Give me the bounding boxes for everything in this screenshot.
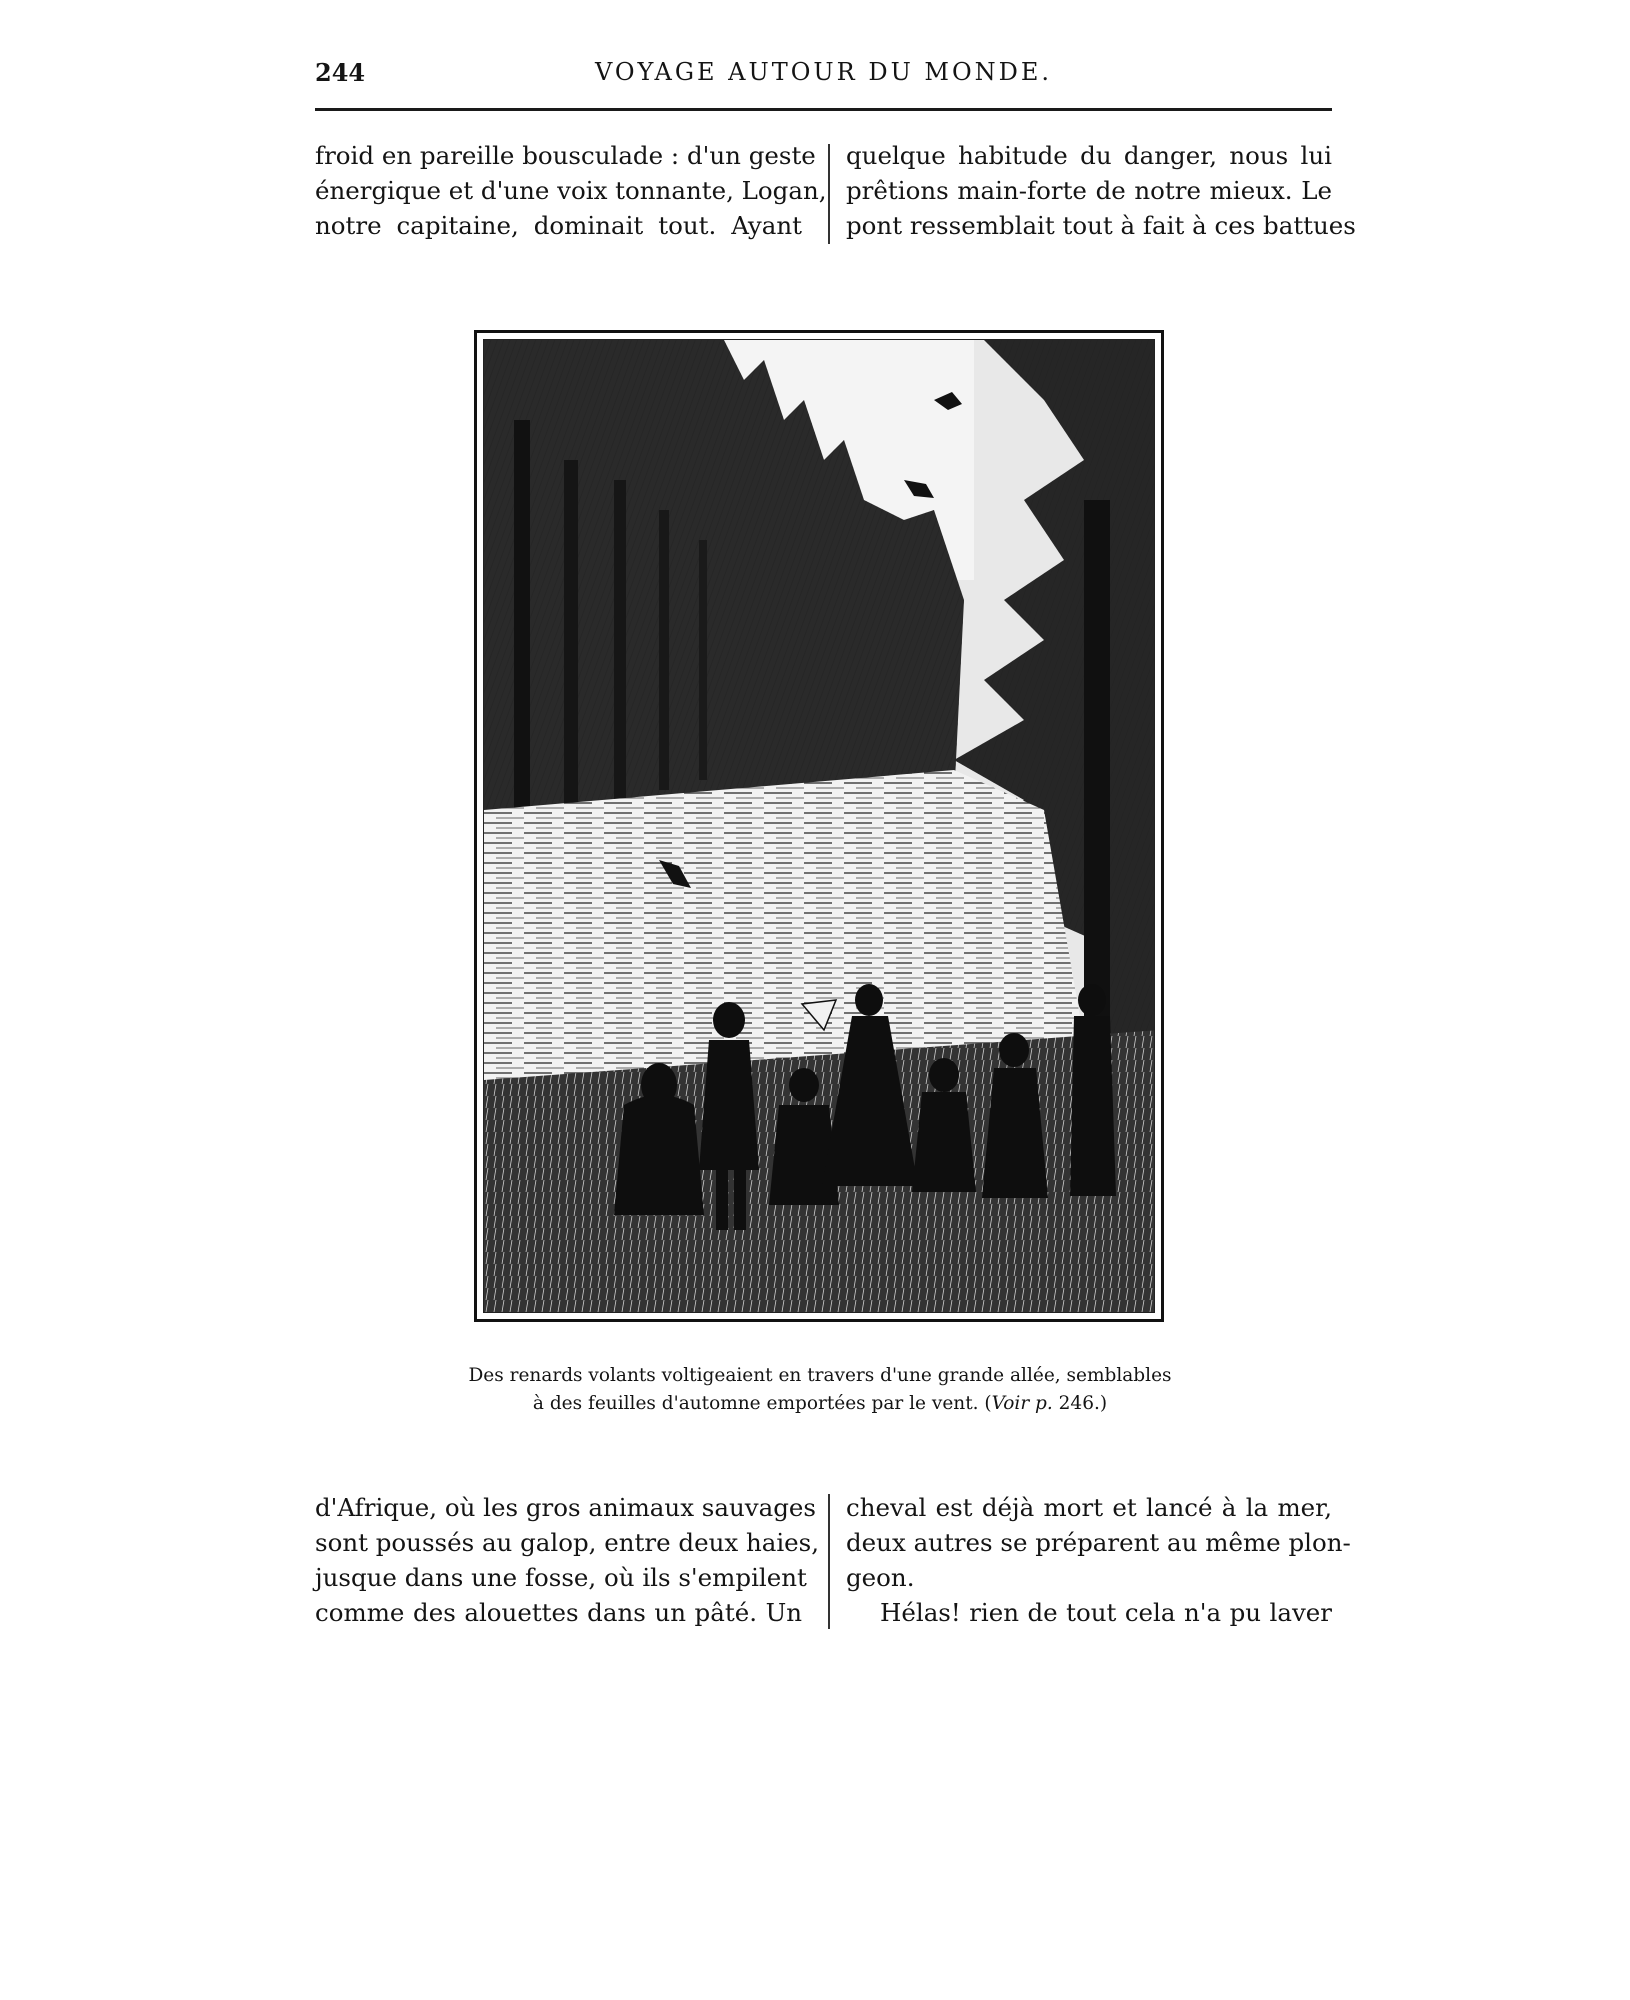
text-line: énergique et d'une voix tonnante, Logan, [315, 176, 827, 205]
text-line: pont ressemblait tout à fait à ces battues [846, 211, 1356, 240]
illustration-frame [483, 339, 1155, 1313]
text-line: sont poussés au galop, entre deux haies, [315, 1528, 820, 1557]
caption-line-2-end: 246.) [1052, 1393, 1108, 1414]
text-line: jusque dans une fosse, où ils s'empilent [315, 1563, 807, 1592]
caption-line-2 [430, 1390, 1210, 1418]
text-line: prêtions main-forte de notre mieux. Le [846, 176, 1332, 205]
forest-illustration [474, 330, 1164, 1322]
caption-line-2-text: à des feuilles d'automne emportées par le vent. ( [532, 1393, 992, 1414]
figure-caption [430, 1362, 1210, 1418]
text-line: froid en pareille bousculade : d'un geste [315, 141, 816, 170]
text-line: cheval est déjà mort et lancé à la mer, [846, 1493, 1332, 1522]
text-line: deux autres se préparent au même plon- [846, 1528, 1351, 1557]
text-line: geon. [846, 1563, 915, 1592]
top-left-column [315, 138, 827, 243]
bottom-right-column [846, 1490, 1351, 1630]
running-title: VOYAGE AUTOUR DU MONDE. [594, 58, 1053, 86]
page-number: 244 [315, 58, 366, 87]
caption-line-1: Des renards volants voltigeaient en travers d'une grande allée, semblables [468, 1365, 1172, 1386]
page-header [315, 58, 1332, 98]
text-line: quelque habitude du danger, nous lui [846, 141, 1332, 170]
top-right-column [846, 138, 1356, 243]
text-line: comme des alouettes dans un pâté. Un [315, 1598, 802, 1627]
header-rule [315, 108, 1332, 111]
engraving-svg [484, 340, 1155, 1313]
text-line: notre capitaine, dominait tout. Ayant [315, 211, 802, 240]
text-line: Hélas! rien de tout cela n'a pu laver [880, 1598, 1332, 1627]
column-separator [828, 144, 830, 244]
bottom-left-column [315, 1490, 820, 1630]
column-separator [828, 1494, 830, 1629]
caption-line-2-italic: Voir p. [991, 1393, 1053, 1414]
text-line: d'Afrique, où les gros animaux sauvages [315, 1493, 816, 1522]
